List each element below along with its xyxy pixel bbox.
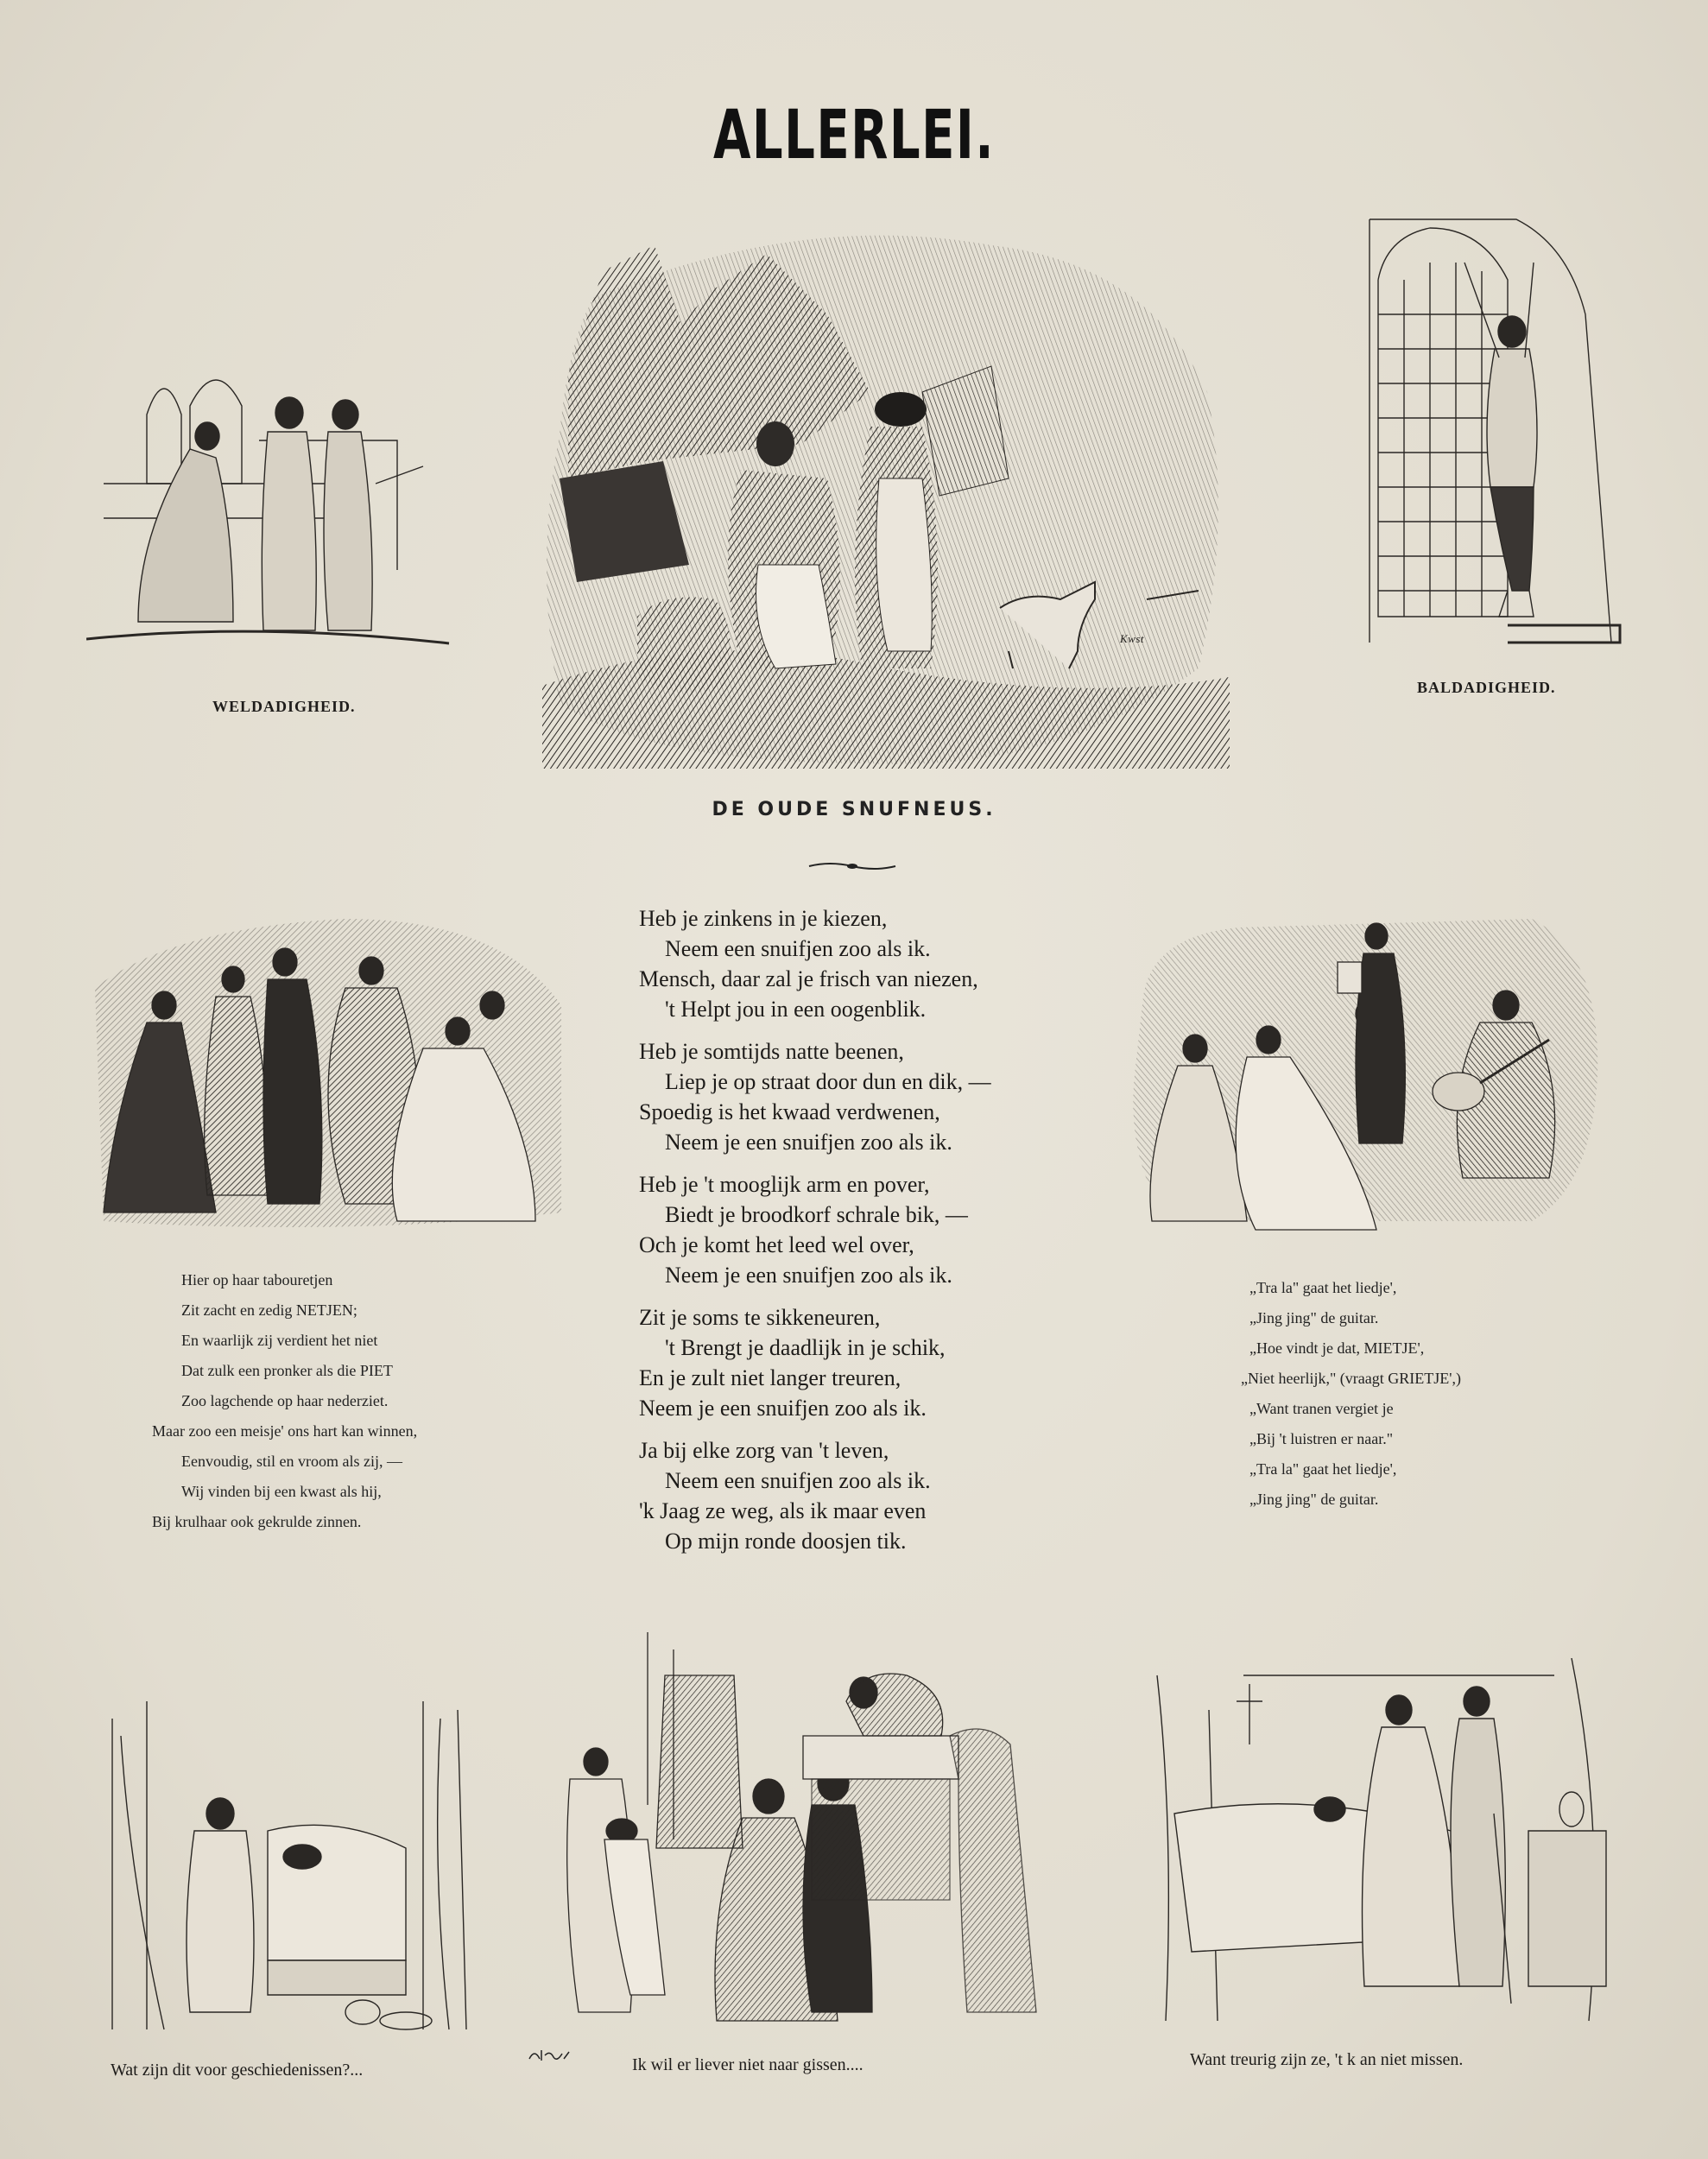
verse-line: „Niet heerlijk," (vraagt GRIETJE',) — [1241, 1370, 1461, 1387]
verse-line: Eenvoudig, stil en vroom als zij, — — [181, 1453, 402, 1470]
right-poem — [1241, 1273, 1461, 1515]
poem-title: DE OUDE SNUFNEUS. — [712, 799, 996, 820]
engraving-sickbed — [95, 1701, 492, 2047]
engraver-signature: Kwst — [1120, 632, 1145, 645]
verse-line: 't Brengt je daadlijk in je schik, — [665, 1335, 946, 1360]
engraving-party — [86, 902, 570, 1237]
verse-line: Neem je een snuifjen zoo als ik. — [665, 1263, 952, 1288]
engraving-center-top — [542, 219, 1230, 769]
verse-line: „Tra la" gaat het liedje', — [1249, 1460, 1397, 1478]
verse-line: „Jing jing" de guitar. — [1249, 1491, 1379, 1508]
engraving-baldadigheid — [1361, 211, 1629, 660]
main-poem — [639, 903, 991, 1568]
engraving-mourners — [553, 1632, 1062, 2038]
verse-line: Neem een snuifjen zoo als ik. — [665, 936, 931, 961]
caption-sickbed: Wat zijn dit voor geschiedenissen?... — [111, 2061, 364, 2080]
verse-line: Bij krulhaar ook gekrulde zinnen. — [152, 1513, 362, 1530]
stanza-1 — [639, 903, 991, 1024]
engraving-weldadigheid — [86, 311, 466, 656]
verse-line: „Hoe vindt je dat, MIETJE', — [1249, 1339, 1425, 1357]
verse-line: Liep je op straat door dun en dik, — — [665, 1069, 991, 1094]
verse-line: Hier op haar tabouretjen — [181, 1271, 333, 1288]
stanza-4 — [639, 1302, 991, 1423]
verse-line: Ja bij elke zorg van 't leven, — [639, 1438, 889, 1463]
caption-weldadigheid: WELDADIGHEID. — [212, 698, 356, 715]
verse-line: Wij vinden bij een kwast als hij, — [181, 1483, 382, 1500]
stanza-2 — [639, 1036, 991, 1157]
verse-line: „Tra la" gaat het liedje', — [1249, 1279, 1397, 1296]
verse-line: Maar zoo een meisje' ons hart kan winnen, — [152, 1422, 418, 1440]
verse-line: Op mijn ronde doosjen tik. — [665, 1529, 907, 1554]
caption-mourners: Ik wil er liever niet naar gissen.... — [632, 2055, 863, 2074]
verse-line: „Want tranen vergiet je — [1249, 1400, 1394, 1417]
verse-line: Mensch, daar zal je frisch van niezen, — [639, 966, 978, 991]
caption-baldadigheid: BALDADIGHEID. — [1417, 679, 1556, 696]
verse-line: Neem een snuifjen zoo als ik. — [665, 1468, 931, 1493]
verse-line: Biedt je broodkorf schrale bik, — — [665, 1202, 968, 1227]
verse-line: En waarlijk zij verdient het niet — [181, 1332, 378, 1349]
verse-line: „Bij 't luistren er naar." — [1249, 1430, 1394, 1447]
caption-deathbed: Want treurig zijn ze, 't k an niet missen. — [1190, 2050, 1464, 2069]
verse-line: Och je komt het leed wel over, — [639, 1232, 914, 1257]
verse-line: Spoedig is het kwaad verdwenen, — [639, 1099, 940, 1124]
verse-line: Neem je een snuifjen zoo als ik. — [665, 1130, 952, 1155]
verse-line: En je zult niet langer treuren, — [639, 1365, 901, 1390]
verse-line: 'k Jaag ze weg, als ik maar even — [639, 1498, 927, 1523]
verse-line: Dat zulk een pronker als die PIET — [181, 1362, 393, 1379]
artist-signature — [528, 2047, 571, 2067]
page-title: ALLERLEI. — [712, 97, 995, 174]
verse-line: Neem je een snuifjen zoo als ik. — [639, 1396, 927, 1421]
stanza-3 — [639, 1169, 991, 1290]
left-poem — [152, 1265, 417, 1537]
verse-line: Zit zacht en zedig NETJEN; — [181, 1301, 357, 1319]
verse-line: 't Helpt jou in een oogenblik. — [665, 997, 927, 1022]
ornamental-divider — [807, 859, 897, 873]
verse-line: Heb je zinkens in je kiezen, — [639, 906, 888, 931]
verse-line: „Jing jing" de guitar. — [1249, 1309, 1379, 1326]
stanza-5 — [639, 1435, 991, 1556]
verse-line: Heb je somtijds natte beenen, — [639, 1039, 904, 1064]
verse-line: Zoo lagchende op haar nederziet. — [181, 1392, 389, 1409]
engraving-deathbed — [1140, 1658, 1623, 2038]
engraving-music — [1117, 902, 1606, 1233]
verse-line: Zit je soms te sikkeneuren, — [639, 1305, 881, 1330]
verse-line: Heb je 't mooglijk arm en pover, — [639, 1172, 930, 1197]
